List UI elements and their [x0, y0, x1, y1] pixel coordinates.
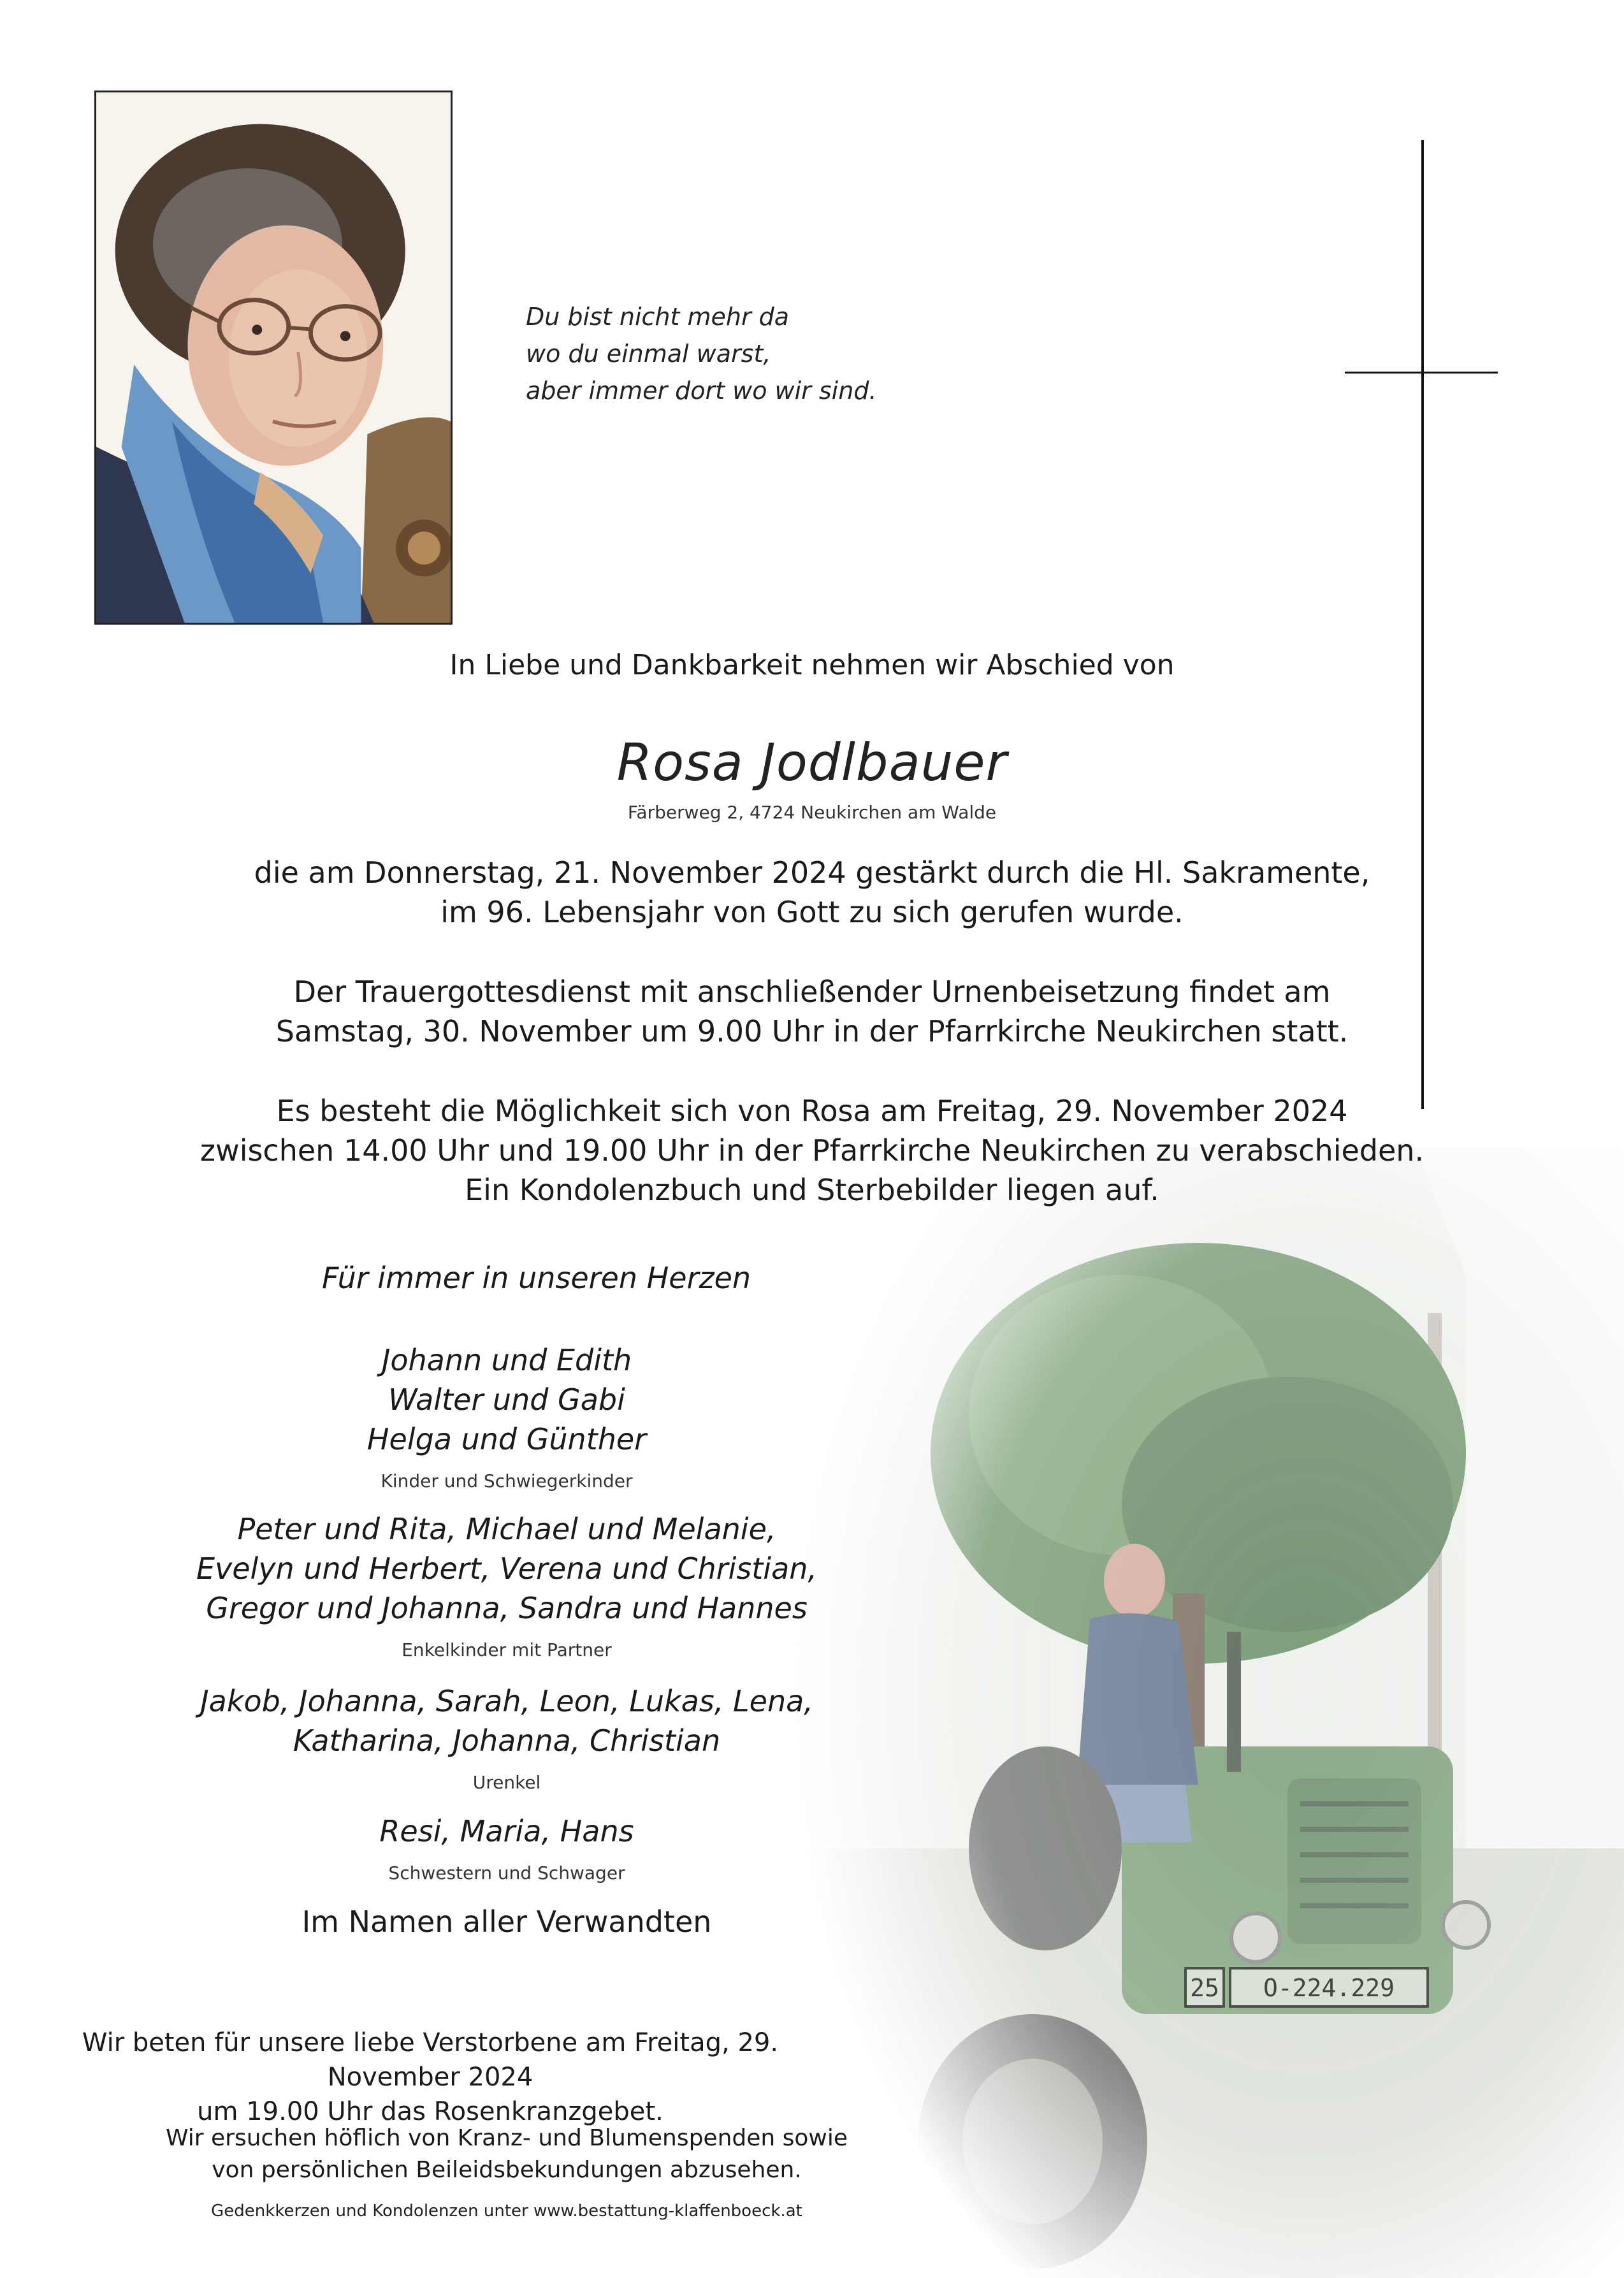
intro-text: In Liebe und Dankbarkeit nehmen wir Abschied von: [449, 649, 1175, 681]
mourner-line: Walter und Gabi: [388, 1382, 625, 1417]
mourner-line: Resi, Maria, Hans: [379, 1814, 634, 1848]
quote: [526, 298, 972, 409]
paragraph-line: Der Trauergottesdienst mit anschließender Urnenbeisetzung findet am: [293, 975, 1331, 1009]
mourner-group: [102, 1811, 911, 1893]
paragraph-death: [0, 853, 1624, 932]
deceased-address: Färberweg 2, 4724 Neukirchen am Walde: [627, 802, 997, 823]
mourner-group: [102, 1509, 911, 1670]
mourner-line: Gregor und Johanna, Sandra und Hannes: [206, 1591, 808, 1625]
request-line: von persönlichen Beileidsbekundungen abzusehen.: [212, 2157, 802, 2183]
paragraph-line: die am Donnerstag, 21. November 2024 gestärkt durch die Hl. Sakramente,: [254, 855, 1370, 890]
mourner-line: Evelyn und Herbert, Verena und Christian,: [196, 1551, 818, 1586]
closing-signature: Im Namen aller Verwandten: [301, 1904, 712, 1939]
tractor-photo: [790, 1147, 1624, 2278]
prayer-line: um 19.00 Uhr das Rosenkranzgebet.: [197, 2097, 663, 2126]
mourner-line: Johann und Edith: [381, 1343, 632, 1377]
cross-horizontal: [1345, 372, 1498, 374]
mourner-line: Jakob, Johanna, Sarah, Leon, Lukas, Lena,: [200, 1684, 813, 1718]
plate-left: 25: [1190, 1974, 1219, 2002]
mourner-line: Helga und Günther: [366, 1422, 647, 1456]
mourner-relation: Urenkel: [472, 1772, 541, 1793]
deceased-name: Rosa Jodlbauer: [616, 733, 1008, 792]
request-line: Wir ersuchen höflich von Kranz- und Blumenspenden sowie: [165, 2125, 848, 2151]
mourner-group: [102, 1340, 911, 1501]
paragraph-farewell: [0, 1091, 1624, 1210]
mourner-relation: Enkelkinder mit Partner: [402, 1639, 612, 1660]
quote-line-2: wo du einmal warst,: [526, 340, 771, 368]
donation-request: [102, 2122, 911, 2186]
mourner-line: Katharina, Johanna, Christian: [293, 1723, 721, 1758]
paragraph-line: Samstag, 30. November um 9.00 Uhr in der Pfarrkirche Neukirchen statt.: [275, 1014, 1349, 1048]
mourner-group: [102, 1681, 911, 1803]
paragraph-line: Es besteht die Möglichkeit sich von Rosa am Freitag, 29. November 2024: [276, 1094, 1348, 1128]
prayer-line: Wir beten für unsere liebe Verstorbene am Freitag, 29. November 2024: [82, 2028, 779, 2092]
quote-line-3: aber immer dort wo wir sind.: [526, 377, 877, 405]
cross-vertical: [1421, 140, 1424, 1109]
portrait-photo: [94, 91, 453, 625]
quote-line-1: Du bist nicht mehr da: [526, 303, 790, 331]
mourner-relation: Kinder und Schwiegerkinder: [381, 1470, 633, 1491]
footer-website: Gedenkkerzen und Kondolenzen unter www.bestattung-klaffenboeck.at: [211, 2202, 802, 2221]
paragraph-line: im 96. Lebensjahr von Gott zu sich gerufen wurde.: [440, 895, 1184, 929]
mourners-heading: Für immer in unseren Herzen: [322, 1261, 751, 1295]
prayer-notice: [25, 2026, 835, 2129]
mourner-relation: Schwestern und Schwager: [388, 1862, 625, 1883]
paragraph-service: [0, 972, 1624, 1051]
paragraph-line: Ein Kondolenzbuch und Sterbebilder liegen auf.: [465, 1173, 1159, 1207]
mourner-line: Peter und Rita, Michael und Melanie,: [237, 1512, 776, 1546]
paragraph-line: zwischen 14.00 Uhr und 19.00 Uhr in der Pfarrkirche Neukirchen zu verabschieden.: [199, 1133, 1425, 1168]
plate-right: O-224.229: [1263, 1974, 1395, 2002]
